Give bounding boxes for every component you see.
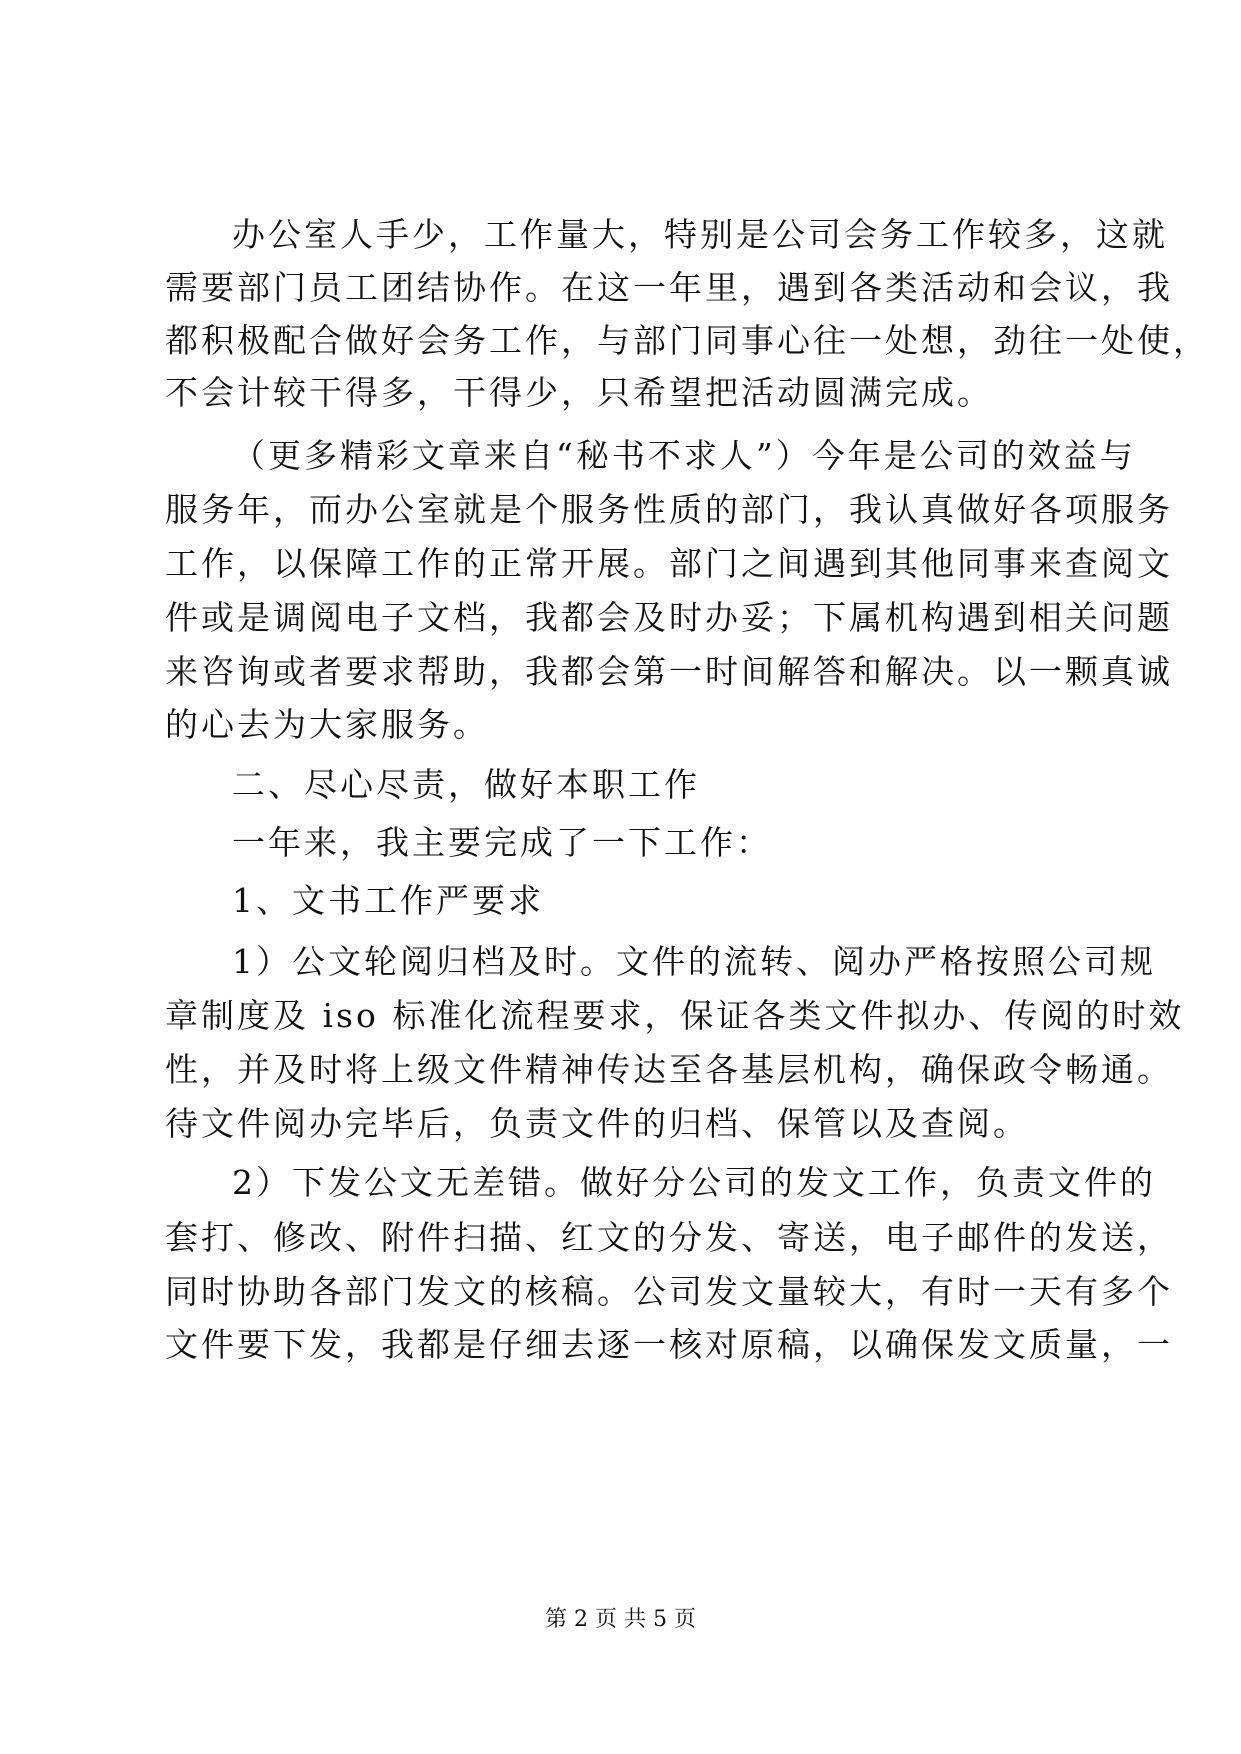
page-footer: 第 2 页 共 5 页: [545, 1607, 696, 1632]
subsection-heading: 1、文书工作严要求: [232, 881, 544, 920]
body-line: 工作，以保障工作的正常开展。部门之间遇到其他同事来查阅文: [165, 544, 1173, 583]
body-line: 不会计较干得多，干得少，只希望把活动圆满完成。: [165, 373, 993, 412]
body-line: 件或是调阅电子文档，我都会及时办妥；下属机构遇到相关问题: [165, 598, 1173, 637]
body-line: 1）公文轮阅归档及时。文件的流转、阅办严格按照公司规: [232, 942, 1156, 981]
body-line: 服务年，而办公室就是个服务性质的部门，我认真做好各项服务: [165, 490, 1173, 529]
body-line: 办公室人手少，工作量大，特别是公司会务工作较多，这就: [232, 215, 1168, 254]
body-line: 都积极配合做好会务工作，与部门同事心往一处想，劲往一处使，: [165, 321, 1209, 360]
body-line: 待文件阅办完毕后，负责文件的归档、保管以及查阅。: [165, 1104, 1029, 1143]
body-line: （更多精彩文章来自“秘书不求人”）今年是公司的效益与: [232, 436, 1136, 475]
body-line: 同时协助各部门发文的核稿。公司发文量较大，有时一天有多个: [165, 1272, 1173, 1311]
body-line: 性，并及时将上级文件精神传达至各基层机构，确保政令畅通。: [165, 1050, 1173, 1089]
body-line: 需要部门员工团结协作。在这一年里，遇到各类活动和会议，我: [165, 268, 1173, 307]
body-line: 套打、修改、附件扫描、红文的分发、寄送，电子邮件的发送，: [165, 1218, 1173, 1257]
body-line: 章制度及 iso 标准化流程要求，保证各类文件拟办、传阅的时效: [165, 996, 1185, 1035]
body-line: 的心去为大家服务。: [165, 705, 489, 744]
body-line: 文件要下发，我都是仔细去逐一核对原稿，以确保发文质量，一: [165, 1325, 1173, 1364]
body-line: 一年来，我主要完成了一下工作：: [232, 823, 772, 862]
body-line: 2）下发公文无差错。做好分公司的发文工作，负责文件的: [232, 1163, 1156, 1202]
body-line: 来咨询或者要求帮助，我都会第一时间解答和解决。以一颗真诚: [165, 652, 1173, 691]
section-heading: 二、尽心尽责，做好本职工作: [232, 765, 700, 804]
